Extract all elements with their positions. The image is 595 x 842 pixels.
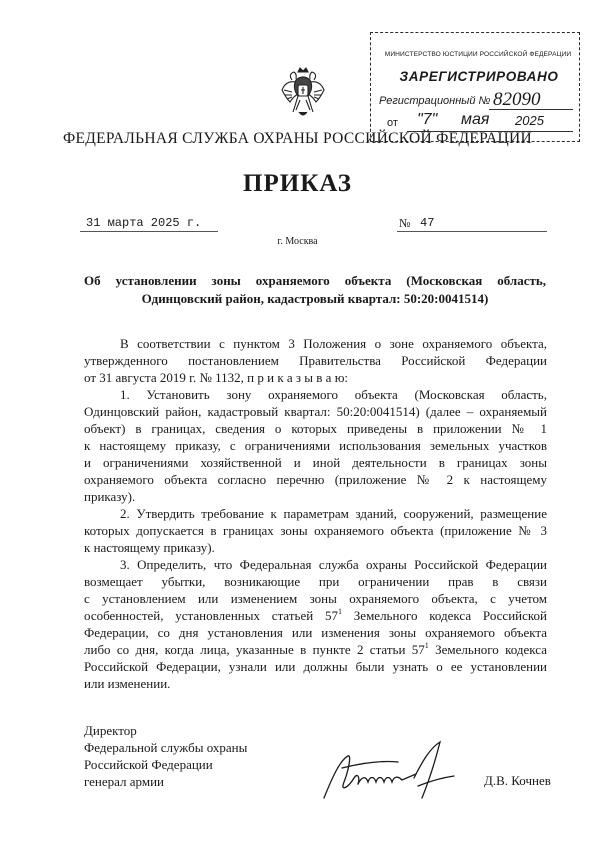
- text-line: [84, 641, 547, 658]
- document-type: ПРИКАЗ: [243, 170, 352, 197]
- text-line: от 31 августа 2019 г. № 1132, п р и к а з ы в а ю:: [84, 370, 349, 385]
- stamp-reg-number-label: Регистрационный №: [379, 95, 491, 107]
- text-line: приказу).: [84, 489, 136, 504]
- text-line: Одинцовский район, кадастровый квартал: 50:20:0041514) (далее – охраняемый: [84, 404, 547, 419]
- stamp-date-prefix: от: [387, 117, 398, 129]
- text-line: утвержденного постановлением Правительства Российской Федерации: [84, 353, 547, 368]
- stamp-number-underline: [489, 109, 573, 110]
- signer-position-line: Директор: [84, 723, 137, 738]
- text-fragment: Земельного кодекса: [428, 642, 547, 657]
- text-line: к настоящему приказу).: [84, 540, 215, 555]
- text-line: с установлением или изменением зоны охраняемого объекта, с учетом: [84, 591, 547, 606]
- text-line: 2. Утвердить требование к параметрам зданий, сооружений, размещение: [120, 506, 547, 521]
- stamp-reg-number: 82090: [493, 89, 541, 110]
- stamp-date-month: мая: [461, 111, 490, 128]
- order-body: [84, 335, 547, 692]
- text-line: Российской Федерации, узнали или должны были узнать о ее установлении: [84, 659, 547, 674]
- double-headed-eagle-icon: [281, 66, 325, 120]
- signer-position: [84, 722, 247, 790]
- item-3-paragraph: [84, 556, 547, 692]
- text-line: 3. Определить, что Федеральная служба охраны Российской Федерации: [120, 557, 547, 572]
- signer-name: Д.В. Кочнев: [484, 773, 551, 788]
- superscript: 1: [424, 641, 429, 650]
- superscript: 1: [337, 607, 342, 616]
- item-2-paragraph: [84, 505, 547, 556]
- intro-paragraph: [84, 335, 547, 386]
- title-line: Об установлении зоны охраняемого объекта (Московская область,: [84, 273, 546, 288]
- signer-position-line: генерал армии: [84, 774, 164, 789]
- title-line: Одинцовский район, кадастровый квартал: 50:20:0041514): [141, 291, 489, 306]
- signer-position-line: Российской Федерации: [84, 757, 213, 772]
- text-fragment: Земельного кодекса Российской: [341, 608, 547, 623]
- text-line: 1. Установить зону охраняемого объекта (Московская область,: [120, 387, 547, 402]
- text-line: и ограничениями хозяйственной и иной деятельности в границах зоны: [84, 455, 547, 470]
- text-line: к настоящему приказу, с ограничениями использования земельных участков: [84, 438, 547, 453]
- handwritten-signature: [318, 738, 458, 804]
- stamp-date-day: "7": [417, 111, 438, 128]
- text-line: В соответствии с пунктом 3 Положения о зоне охраняемого объекта,: [120, 336, 547, 351]
- date-underline: [80, 231, 218, 232]
- order-date: 31 марта 2025 г.: [86, 216, 202, 230]
- stamp-status: ЗАРЕГИСТРИРОВАНО: [399, 69, 559, 84]
- stamp-department: МИНИСТЕРСТВО ЮСТИЦИИ РОССИЙСКОЙ ФЕДЕРАЦИИ: [384, 51, 572, 58]
- text-fragment: особенностей, установленных статьей 57: [84, 608, 338, 623]
- text-line: возмещает убытки, возникающие при ограничении прав в связи: [84, 574, 547, 589]
- number-underline: [397, 231, 547, 232]
- text-line: которых допускается в границах зоны охраняемого объекта (приложение № 3: [84, 523, 547, 538]
- text-line: или изменении.: [84, 676, 171, 691]
- agency-name: ФЕДЕРАЛЬНАЯ СЛУЖБА ОХРАНЫ РОССИЙСКОЙ ФЕДЕРАЦИИ: [62, 130, 533, 147]
- item-1-paragraph: [84, 386, 547, 505]
- city: г. Москва: [277, 236, 318, 247]
- signer-position-line: Федеральной службы охраны: [84, 740, 248, 755]
- stamp-date-year: 2025: [515, 113, 544, 128]
- text-line: объект) в границах, сведения о которых приведены в приложении № 1: [84, 421, 547, 436]
- text-fragment: либо со дня, когда лица, указанные в пункте 2 статьи 57: [84, 642, 425, 657]
- order-number-label: №: [399, 216, 411, 230]
- order-number: 47: [420, 216, 435, 230]
- text-line: охраняемого объекта согласно перечню (приложение № 2 к настоящему: [84, 472, 547, 487]
- text-line: [84, 607, 547, 624]
- order-title: [84, 272, 546, 308]
- registration-stamp: [370, 32, 580, 142]
- text-line: Федерации, со дня установления или изменения зоны охраняемого объекта: [84, 625, 547, 640]
